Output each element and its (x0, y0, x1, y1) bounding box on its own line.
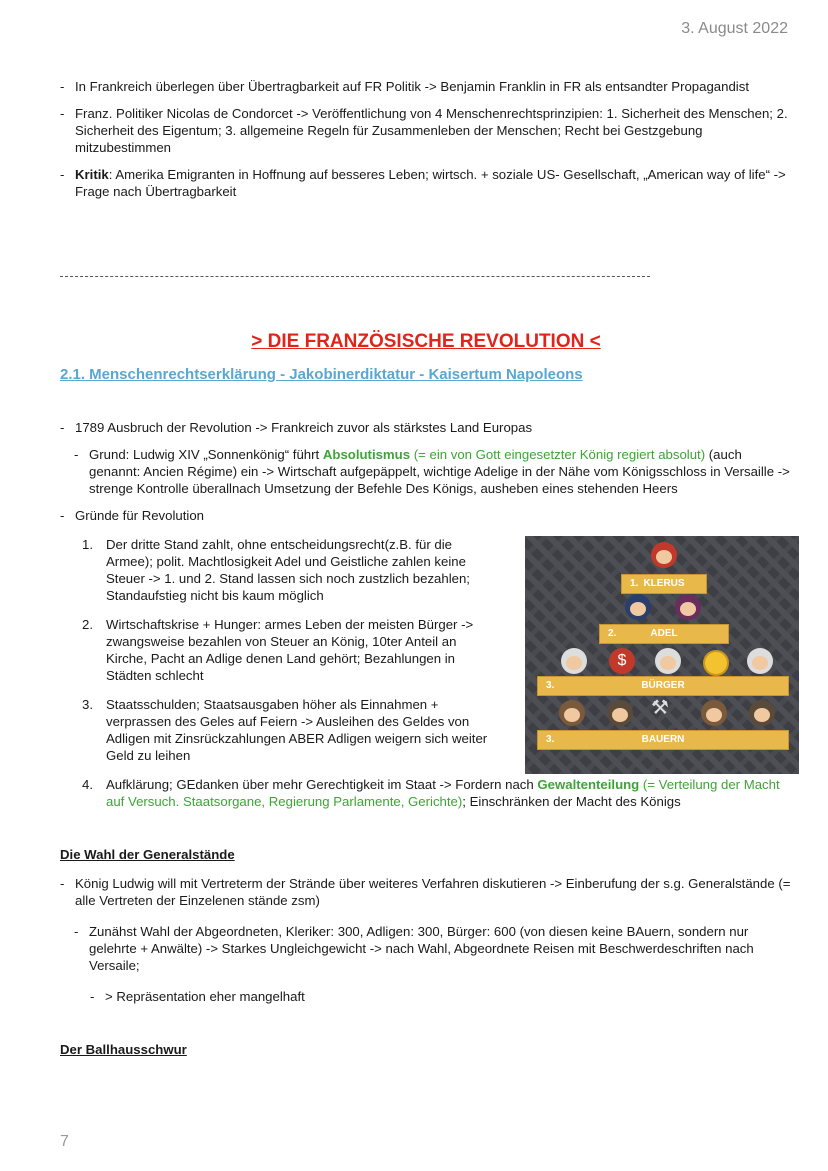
tools-icon: ⚒ (651, 697, 669, 719)
reason-number: 4. (82, 777, 93, 792)
reason-item (82, 616, 500, 684)
level-label: KLERUS (643, 578, 685, 589)
bullet-dash: - (60, 167, 65, 182)
bullet-text: Franz. Politiker Nicolas de Condorcet -> Veröffentlichung von 4 Menschenrechtsprinzipien: 1. Sicherheit des Menschen; 2. Sicherheit des Eigentum; 3. allgemeine Regeln für Zusammenleben der Menschen; Recht bei Gestzgebung mitzubestimmen (75, 106, 788, 155)
kritik-label: Kritik (75, 167, 109, 182)
bullet-text: König Ludwig will mit Vertreterm der Strände über weiteres Verfahren diskutieren -> Einberufung der s.g. Generalstände (= alle Vertreten der Einzelenen stände zsm) (75, 876, 791, 908)
estates-pyramid-image (525, 536, 799, 774)
page-number: 7 (60, 1133, 69, 1150)
level-number: 3. (546, 734, 555, 745)
section-title: > DIE FRANZÖSISCHE REVOLUTION < (251, 331, 601, 352)
page-content (60, 78, 792, 1070)
term-gewaltenteilung: Gewaltenteilung (537, 777, 640, 792)
reason-text: Der dritte Stand zahlt, ohne entscheidungsrecht(z.B. für die Armee); polit. Machtlosigkeit Adel und Geistliche zahlen keine Steuer -> 1. und 2. Stand lassen sich noch zustzlich bezahlen; Standaufstieg nicht bis kaum möglich (106, 537, 470, 603)
reasons-section (60, 536, 792, 810)
pyramid-level-bauern (537, 730, 789, 750)
term-absolutismus: Absolutismus (322, 447, 411, 462)
level-label: BAUERN (641, 734, 685, 745)
bullet-dash: - (74, 924, 79, 939)
bullet-text: 1789 Ausbruch der Revolution -> Frankreich zuvor als stärkstes Land Europas (75, 420, 533, 435)
absolutismus-definition: (= ein von Gott eingesetzter König regiert absolut) (410, 447, 706, 462)
list-item (60, 78, 792, 95)
reason4-post: ; Einschränken der Macht des Königs (462, 794, 681, 809)
bullet-dash: - (60, 420, 65, 435)
peasant-figure-icon (701, 700, 727, 726)
reason-number: 3. (82, 697, 93, 712)
pyramid-level-adel (599, 624, 729, 644)
bullet-dash: - (60, 106, 65, 121)
peasant-figure-icon (559, 700, 585, 726)
noble-figure-icon (625, 594, 651, 620)
reason-item (82, 696, 500, 764)
reason-item (82, 536, 500, 604)
bullet-text: > Repräsentation eher mangelhaft (105, 989, 305, 1004)
cleric-figure-icon (651, 542, 677, 568)
list-item (60, 419, 792, 436)
grund-post: (auch genannt: Ancien Régime) ein -> Wirtschaft aufgepäppelt, wichtige Adelige in der Nähe vom Königsschloss in Versaille -> strenge Kontrolle überallnach Umsetzung der Befehle Des Königs, ausheben eines stehenden Heers (89, 447, 790, 496)
citizen-figure-icon (747, 648, 773, 674)
list-item-grund (74, 446, 792, 497)
reason-text (106, 776, 792, 810)
coins-icon (703, 650, 729, 676)
reason-item (82, 776, 792, 810)
bullet-dash: - (74, 447, 79, 462)
list-item (60, 105, 792, 156)
citizen-figure-icon (561, 648, 587, 674)
section-subtitle: 2.1. Menschenrechtserklärung - Jakobinerdiktatur - Kaisertum Napoleons (60, 366, 583, 383)
money-symbol-icon: $ (609, 648, 635, 674)
bullet-dash: - (60, 508, 65, 523)
pyramid-level-klerus (621, 574, 707, 594)
kritik-text: : Amerika Emigranten in Hoffnung auf besseres Leben; wirtsch. + soziale US- Gesellschaft, „American way of life“ -> Frage nach Übertragbarkeit (75, 167, 786, 199)
level-label: ADEL (650, 628, 678, 639)
reason4-pre: Aufklärung; GEdanken über mehr Gerechtigkeit im Staat -> Fordern nach (106, 777, 538, 792)
bullet-text: Zunähst Wahl der Abgeordneten, Kleriker: 300, Adligen: 300, Bürger: 600 (von diesen keine BAuern, sondern nur gelehrte + Anwälte) -> Starkes Ungleichgewicht -> nach Wahl, Abgeordnete Reisen mit Beschwerdeschriften nach Versaile; (89, 924, 754, 973)
bullet-text (75, 166, 792, 200)
bullet-dash: - (90, 989, 95, 1004)
reason-text: Staatsschulden; Staatsausgaben höher als Einnahmen + verprassen des Geles auf Feiern -> Ausleihen des Geldes von Adligen mit Zinsrückzahlungen ABER Adligen weigern sich weiter Geld zu leihen (106, 697, 488, 763)
grund-pre: Grund: Ludwig XIV „Sonnenkönig“ führt (89, 447, 323, 462)
bullet-text: In Frankreich überlegen über Übertragbarkeit auf FR Politik -> Benjamin Franklin in FR als entsandter Propagandist (75, 79, 749, 94)
bullet-text: Gründe für Revolution (75, 508, 205, 523)
reason-text: Wirtschaftskrise + Hunger: armes Leben der meisten Bürger -> zwangsweise bezahlen von Steuer an König, 10ter Anteil an Kirche, Pacht an Adlige denen Land gehört; Bezahlungen in Städten schlecht (106, 617, 474, 683)
pyramid-level-buerger (537, 676, 789, 696)
gewaltenteilung-definition: (= Verteilung der Macht auf Versuch. Staatsorgane, Regierung Parlamente, Gerichte) (106, 777, 780, 809)
peasant-figure-icon (607, 700, 633, 726)
list-item (60, 507, 792, 524)
bullet-dash: - (60, 876, 65, 891)
level-number: 3. (546, 680, 555, 691)
reason-number: 2. (82, 617, 93, 632)
list-item (74, 923, 792, 974)
heading-wahl-generalstaende: Die Wahl der Generalstände (60, 847, 235, 862)
noble-figure-icon (675, 594, 701, 620)
bullet-text (89, 446, 792, 497)
level-number: 2. (608, 628, 617, 639)
peasant-figure-icon (749, 700, 775, 726)
list-item-kritik (60, 166, 792, 200)
list-item (90, 988, 792, 1005)
level-label: BÜRGER (641, 680, 685, 691)
reason-number: 1. (82, 537, 93, 552)
level-label: 1. (630, 578, 639, 589)
heading-ballhausschwur: Der Ballhausschwur (60, 1042, 187, 1057)
list-item (60, 875, 792, 909)
citizen-figure-icon (655, 648, 681, 674)
dashed-divider (60, 276, 650, 278)
bullet-dash: - (60, 79, 65, 94)
date-header: 3. August 2022 (681, 20, 788, 37)
